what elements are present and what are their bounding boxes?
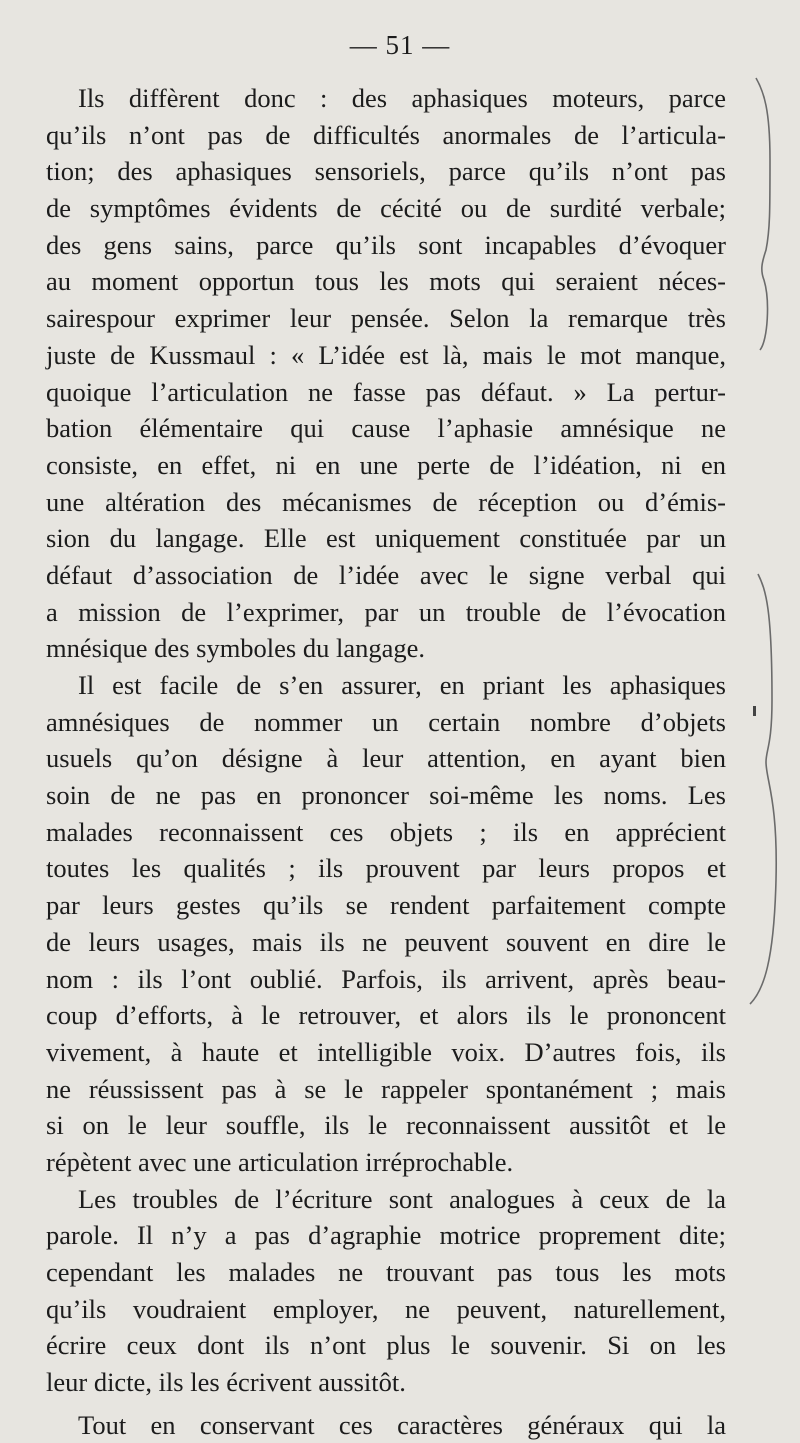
text-line: sion du langage. Elle est uniquement constituée par un (46, 523, 726, 554)
text-line: leur dicte, ils les écrivent aussitôt. (46, 1367, 406, 1398)
paragraph-4 (46, 1407, 726, 1443)
text-line: qu’ils n’ont pas de difficultés anormales de l’articula- (46, 119, 726, 150)
text-line: des gens sains, parce qu’ils sont incapables d’évoquer (46, 229, 726, 260)
text-line: Il est facile de s’en assurer, en priant les aphasiques (78, 670, 726, 700)
text-line: cependant les malades ne trouvant pas tous les mots (46, 1257, 726, 1287)
text-line: répètent avec une articulation irréprochable. (46, 1146, 514, 1177)
text-line: ne réussissent pas à se le rappeler spontanément ; mais (46, 1073, 726, 1104)
text-line: tion; des aphasiques sensoriels, parce qu’ils n’ont pas (46, 156, 726, 187)
text-line: de symptômes évidents de cécité ou de surdité verbale; (46, 193, 726, 224)
body-text (46, 80, 726, 1443)
margin-pencil-bracket (720, 0, 800, 1288)
text-line: juste de Kussmaul : « L’idée est là, mais le mot manque, (46, 339, 726, 370)
text-line: parole. Il n’y a pas d’agraphie motrice proprement dite; (46, 1220, 726, 1251)
paragraph-2 (46, 667, 726, 1181)
text-line: coup d’efforts, à le retrouver, et alors ils le prononcent (46, 1000, 726, 1031)
text-line: vivement, à haute et intelligible voix. D’autres fois, ils (46, 1036, 726, 1067)
text-line: a mission de l’exprimer, par un trouble de l’évocation (46, 596, 726, 627)
text-line: Ils diffèrent donc : des aphasiques moteurs, parce (78, 83, 726, 113)
text-line: sairespour exprimer leur pensée. Selon la remarque très (46, 303, 726, 334)
text-line: malades reconnaissent ces objets ; ils en apprécient (46, 816, 726, 847)
text-line: usuels qu’on désigne à leur attention, en ayant bien (46, 743, 726, 774)
text-line: une altération des mécanismes de réception ou d’émis- (46, 486, 726, 517)
text-line: soin de ne pas en prononcer soi-même les noms. Les (46, 780, 726, 811)
page-number: — 51 — (349, 30, 451, 60)
text-line: par leurs gestes qu’ils se rendent parfaitement compte (46, 890, 726, 921)
text-line: Tout en conservant ces caractères généraux qui la (78, 1409, 726, 1440)
text-line: toutes les qualités ; ils prouvent par leurs propos et (46, 853, 726, 884)
text-line: nom : ils l’ont oublié. Parfois, ils arrivent, après beau- (46, 963, 726, 994)
text-line: au moment opportun tous les mots qui seraient néces- (46, 266, 726, 297)
text-line: écrire ceux dont ils n’ont plus le souvenir. Si on les (46, 1330, 726, 1361)
text-line: consiste, en effet, ni en une perte de l’idéation, ni en (46, 449, 726, 480)
paragraph-3 (46, 1181, 726, 1401)
text-line: qu’ils voudraient employer, ne peuvent, naturellement, (46, 1293, 726, 1324)
text-line: Les troubles de l’écriture sont analogues à ceux de la (78, 1183, 726, 1214)
text-line: mnésique des symboles du langage. (46, 633, 426, 664)
text-line: si on le leur souffle, ils le reconnaissent aussitôt et le (46, 1110, 726, 1141)
text-line: bation élémentaire qui cause l’aphasie amnésique ne (46, 413, 726, 444)
paragraph-1 (46, 80, 726, 667)
text-line: de leurs usages, mais ils ne peuvent souvent en dire le (46, 926, 726, 957)
text-line: défaut d’association de l’idée avec le signe verbal qui (46, 559, 726, 590)
text-line: quoique l’articulation ne fasse pas défaut. » La pertur- (46, 376, 726, 407)
text-line: amnésiques de nommer un certain nombre d’objets (46, 706, 726, 737)
